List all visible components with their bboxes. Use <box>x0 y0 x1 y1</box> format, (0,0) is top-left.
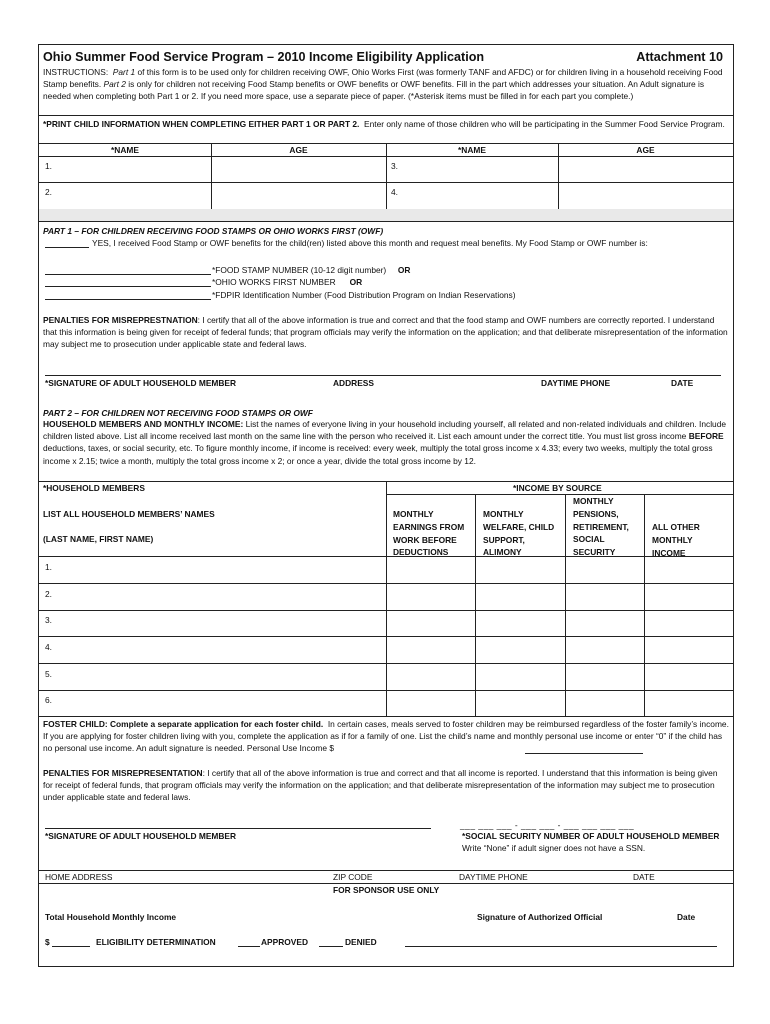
child-name-header: *NAME <box>111 145 139 155</box>
household-members-header: *HOUSEHOLD MEMBERS <box>43 483 145 493</box>
part1-phone-label: DAYTIME PHONE <box>541 378 611 388</box>
zip-code-label: ZIP CODE <box>333 872 373 882</box>
total-income-label: Total Household Monthly Income <box>45 912 177 922</box>
sponsor-heading: FOR SPONSOR USE ONLY <box>333 885 440 895</box>
instructions: INSTRUCTIONS: Part 1 of this form is to be used only for children receiving OWF, Ohio Works First (was formerly TANF and AFDC) or for children living in a household receiving Food Stamp benefits. Part 2 is only for children not receiving Food Stamp benefits or OWF benefits or OWF benefits. Fill in the part which addresses your situation. An Adult signature is needed when completing both Part 1 or 2. If you need more space, use a separate piece of paper. (*Asterisk items must be filled in for each part you complete.) <box>43 67 723 102</box>
application-form <box>38 44 734 967</box>
part2-heading: PART 2 – FOR CHILDREN NOT RECEIVING FOOD STAMPS OR OWF <box>43 408 313 418</box>
welfare-header: MONTHLY WELFARE, CHILD SUPPORT, ALIMONY <box>483 509 555 558</box>
approved-blank[interactable] <box>238 946 260 947</box>
last-first-header: (LAST NAME, FIRST NAME) <box>43 534 154 544</box>
foster-signature-label: *SIGNATURE OF ADULT HOUSEHOLD MEMBER <box>45 831 237 841</box>
household-row-1[interactable]: 1. <box>45 562 52 572</box>
child-info-heading: *PRINT CHILD INFORMATION WHEN COMPLETING EITHER PART 1 OR PART 2. Enter only name of those children who will be participating in the Summer Food Service Program. <box>43 119 725 129</box>
household-row-6[interactable]: 6. <box>45 695 52 705</box>
eligibility-label: ELIGIBILITY DETERMINATION <box>96 937 216 947</box>
child-row-4[interactable]: 4. <box>391 187 398 197</box>
child-name-header-2: *NAME <box>458 145 486 155</box>
foster-date-label: DATE <box>633 872 655 882</box>
food-stamp-number-label: *FOOD STAMP NUMBER (10-12 digit number) OR <box>212 265 411 275</box>
ssn-note: Write “None” if adult signer does not have a SSN. <box>462 843 646 853</box>
household-row-3[interactable]: 3. <box>45 615 52 625</box>
dollar-sign: $ <box>45 937 50 947</box>
part1-address-label: ADDRESS <box>333 378 374 388</box>
part1-penalty: PENALTIES FOR MISREPRESTNATION: I certify that all of the above information is true and correct and that the food stamp and OWF numbers are correctly reported. I understand that this information is being given for receipt of federal funds; that program officials may verify the information on the application; and that deliberate misrepresentation of the information may subject me to prosecution under applicable state and federal laws. <box>43 315 728 350</box>
part1-date-label: DATE <box>671 378 694 388</box>
ssn-blanks[interactable]: ___ ___ ___ - ___ ___ - ___ ___ ___ ___ <box>460 820 635 830</box>
child-age-header: AGE <box>289 145 308 155</box>
list-names-header: LIST ALL HOUSEHOLD MEMBERS’ NAMES <box>43 509 215 519</box>
ssn-label: *SOCIAL SECURITY NUMBER OF ADULT HOUSEHOLD MEMBER <box>462 831 720 841</box>
household-row-4[interactable]: 4. <box>45 642 52 652</box>
owf-number-label: *OHIO WORKS FIRST NUMBER OR <box>212 277 363 287</box>
household-row-5[interactable]: 5. <box>45 669 52 679</box>
form-title: Ohio Summer Food Service Program – 2010 Income Eligibility Application <box>43 50 485 64</box>
child-row-2[interactable]: 2. <box>45 187 52 197</box>
denied-label: DENIED <box>345 937 377 947</box>
official-signature-label: Signature of Authorized Official <box>477 912 603 922</box>
official-signature-line[interactable] <box>405 946 717 947</box>
child-age-header-2: AGE <box>636 145 655 155</box>
attachment-label: Attachment 10 <box>636 50 723 64</box>
household-row-2[interactable]: 2. <box>45 589 52 599</box>
income-by-source-header: *INCOME BY SOURCE <box>513 483 602 493</box>
part2-instructions: HOUSEHOLD MEMBERS AND MONTHLY INCOME: List the names of everyone living in your household including yourself, all related and non-related individuals and children. Include children listed above. List all income received last month on the same line with the person who received it. List each amount under the correct title. You must list gross income BEFORE deductions, taxes, or social security, etc. To figure monthly income, if income is received: every week, multiply the total gross income x 4.33; every two weeks, multiply the total gross income x 2.15; twice a month, multiply the total gross income x 2; or once a year, divide the total gross income by 12. <box>43 419 727 466</box>
section-divider <box>39 209 733 222</box>
home-address-label: HOME ADDRESS <box>45 872 113 882</box>
pensions-header: MONTHLY PENSIONS, RETIREMENT, SOCIAL SECURITY <box>573 496 629 558</box>
child-row-1[interactable]: 1. <box>45 161 52 171</box>
part1-signature-label: *SIGNATURE OF ADULT HOUSEHOLD MEMBER <box>45 378 237 388</box>
sponsor-date-label: Date <box>677 912 696 922</box>
other-income-header: ALL OTHER MONTHLY INCOME <box>652 522 700 558</box>
child-row-3[interactable]: 3. <box>391 161 398 171</box>
earnings-header: MONTHLY EARNINGS FROM WORK BEFORE DEDUCTIONS <box>393 509 465 558</box>
foster-penalty: PENALTIES FOR MISREPRESENTATION: I certify that all of the above information is true and correct and that all income is reported. I understand that this information is being given for receipt of federal funds, that program officials may verify the information on the application; and that deliberate misrepresentation of the information may subject me to prosecution under applicable state and federal laws. <box>43 768 718 803</box>
approved-label: APPROVED <box>261 937 309 947</box>
denied-blank[interactable] <box>319 946 343 947</box>
foster-child-text: FOSTER CHILD: Complete a separate application for each foster child. In certain cases, meals served to foster children may be reimbursed regardless of the foster family’s income. If you are applying for foster children living with you, complete the application as if for a family of one. List the child’s name and monthly personal use income or enter “0” if the child has no personal use income. An adult signature is needed. Personal Use Income $ <box>43 719 729 754</box>
foster-phone-label: DAYTIME PHONE <box>459 872 528 882</box>
part1-yes-text: YES, I received Food Stamp or OWF benefits for the child(ren) listed above this month and request meal benefits. My Food Stamp or OWF number is: <box>92 238 648 248</box>
part1-heading: PART 1 – FOR CHILDREN RECEIVING FOOD STAMPS OR OHIO WORKS FIRST (OWF) <box>43 226 384 236</box>
fdpir-number-label: *FDPIR Identification Number (Food Distribution Program on Indian Reservations) <box>212 290 516 300</box>
